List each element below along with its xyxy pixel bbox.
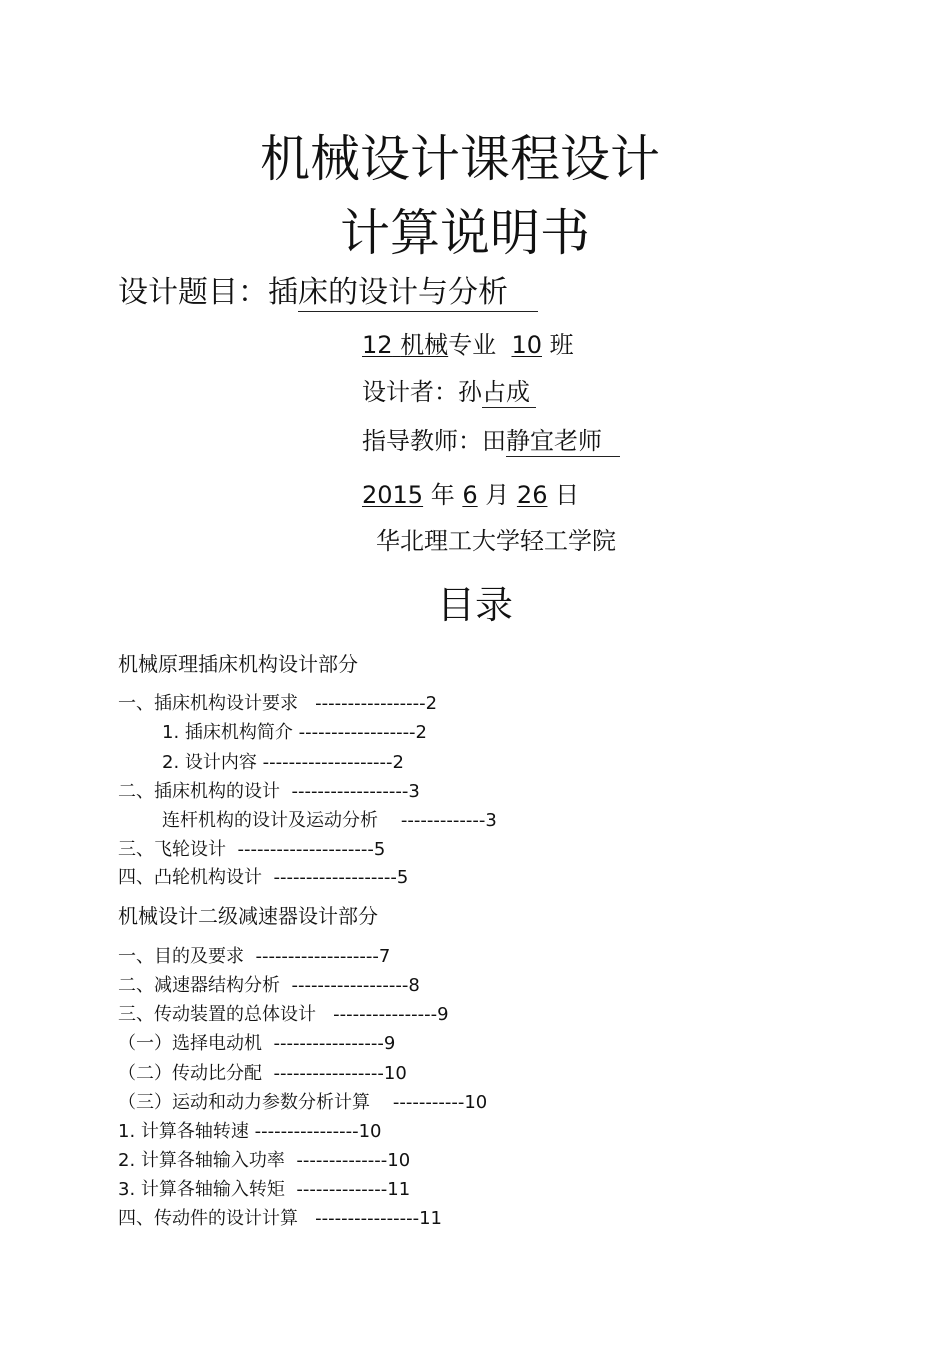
date-day-unit: 日	[555, 481, 580, 509]
class-unit: 班	[549, 331, 574, 359]
date-year-unit: 年	[430, 481, 455, 509]
class-no: 10	[511, 331, 542, 359]
toc-part1-heading: 机械原理插床机构设计部分	[118, 652, 358, 676]
toc-entry: 三、飞轮设计 ---------------------5	[118, 839, 386, 860]
designer-value: 占成	[482, 377, 536, 408]
teacher-first-char: 田	[482, 427, 506, 455]
document-title: 机械设计课程设计	[260, 130, 660, 188]
school-name: 华北理工大学轻工学院	[376, 527, 616, 555]
design-topic-first-char: 插	[268, 275, 298, 310]
date-month: 6	[462, 481, 478, 509]
toc-entry: 2. 设计内容 --------------------2	[162, 752, 404, 773]
toc-entry: 1. 插床机构简介 ------------------2	[162, 722, 428, 743]
toc-entry: 一、插床机构设计要求 -----------------2	[118, 693, 438, 714]
toc-entry: （三）运动和动力参数分析计算 -----------10	[118, 1092, 488, 1113]
teacher-label: 指导教师：	[362, 427, 482, 455]
toc-entry: 四、传动件的设计计算 ----------------11	[118, 1208, 442, 1229]
toc-entry: 连杆机构的设计及运动分析 -------------3	[162, 810, 497, 831]
design-topic-value: 床的设计与分析	[298, 275, 538, 312]
toc-part2-heading: 机械设计二级减速器设计部分	[118, 904, 378, 928]
toc-entry: 3. 计算各轴输入转矩 --------------11	[118, 1179, 411, 1200]
designer-row	[362, 375, 536, 409]
class-row	[362, 328, 574, 362]
design-topic-row	[118, 272, 538, 314]
document-subtitle: 计算说明书	[340, 204, 590, 262]
teacher-row	[362, 424, 620, 458]
class-suffix: 专业	[448, 331, 497, 359]
toc-entry: （一）选择电动机 -----------------9	[118, 1033, 396, 1054]
toc-entry: （二）传动比分配 -----------------10	[118, 1063, 407, 1084]
teacher-value: 静宜老师	[506, 426, 620, 457]
toc-entry: 1. 计算各轴转速 ----------------10	[118, 1121, 382, 1142]
toc-title: 目录	[436, 583, 513, 627]
designer-first-char: 孙	[458, 378, 482, 406]
toc-entry: 三、传动装置的总体设计 ----------------9	[118, 1004, 449, 1025]
designer-label: 设计者：	[362, 378, 458, 406]
class-major: 机械	[400, 331, 449, 359]
class-number: 12	[362, 331, 393, 359]
date-day: 26	[516, 481, 548, 509]
toc-entry: 2. 计算各轴输入功率 --------------10	[118, 1150, 411, 1171]
date-month-unit: 月	[485, 481, 510, 509]
design-topic-label: 设计题目：	[118, 275, 268, 310]
toc-entry: 一、目的及要求 -------------------7	[118, 946, 391, 967]
toc-entry: 四、凸轮机构设计 -------------------5	[118, 867, 409, 888]
toc-entry: 二、减速器结构分析 ------------------8	[118, 975, 420, 996]
toc-entry: 二、插床机构的设计 ------------------3	[118, 781, 420, 802]
date-row	[362, 478, 579, 512]
date-year: 2015	[362, 481, 424, 509]
